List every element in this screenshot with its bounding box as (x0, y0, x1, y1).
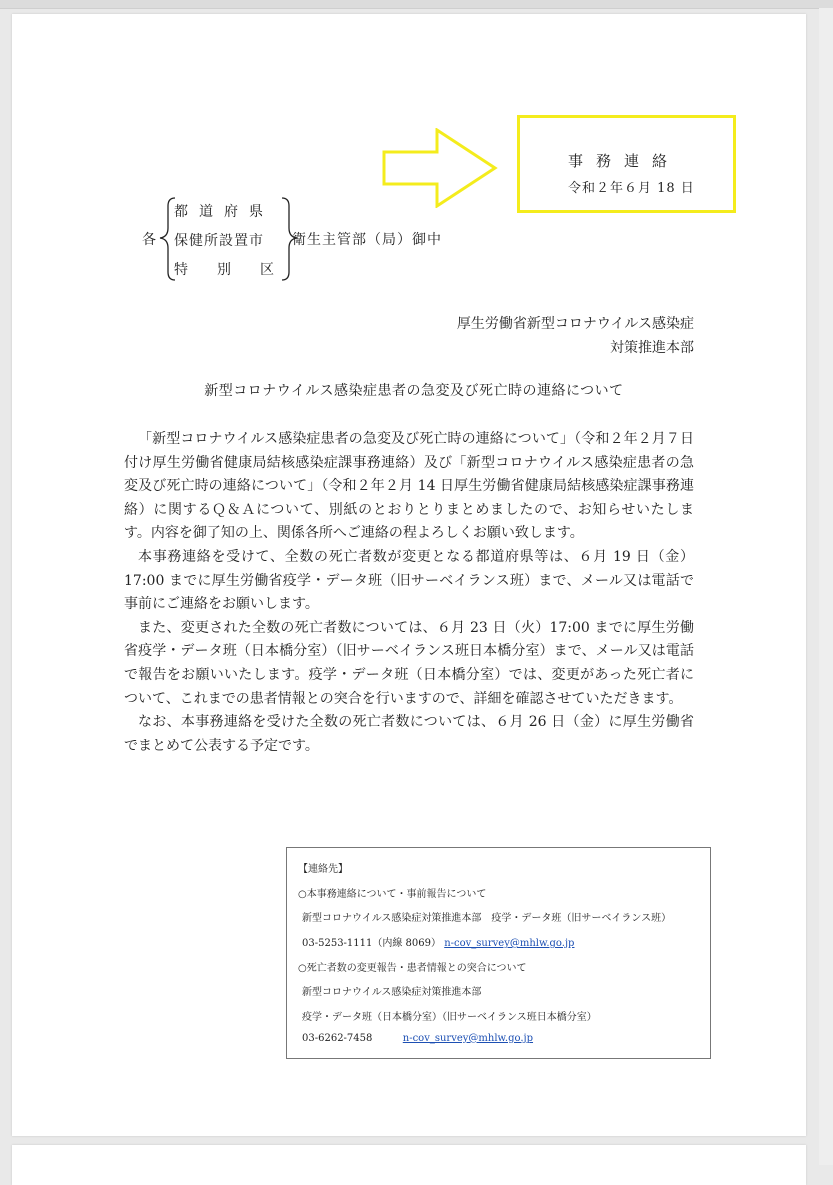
addressee-line-prefectures: 都道府県 (174, 204, 274, 220)
contact-item2-org: 新型コロナウイルス感染症対策推進本部 (302, 987, 482, 999)
document-subject: 新型コロナウイルス感染症患者の急変及び死亡時の連絡について (204, 383, 624, 399)
notice-title: 事務連絡 (568, 152, 681, 170)
contact-item1-title: ○本事務連絡について・事前報告について (298, 888, 487, 900)
contact-item1-org: 新型コロナウイルス感染症対策推進本部 疫学・データ班（旧サーベイランス班） (302, 913, 672, 925)
contact-item1-email-link[interactable]: n-cov_survey@mhlw.go.jp (444, 938, 575, 950)
scrollbar-track[interactable] (819, 8, 833, 1165)
body-paragraph-1: 「新型コロナウイルス感染症患者の急変及び死亡時の連絡について」（令和２年２月７日付け厚生労働省健康局結核感染症課事務連絡）及び「新型コロナウイルス感染症患者の急変及び死亡時の連絡について」（令和２年２月 14 日厚生労働省健康局結核感染症課事務連絡）に関するＱ＆Ａについて、別紙のとおりとりまとめましたので、お知らせいたします。内容を御了知の上、関係各所へご連絡の程よろしくお願い致します。 (124, 431, 694, 542)
contact-item2-email-link[interactable]: n-cov_survey@mhlw.go.jp (402, 1032, 534, 1044)
sender-line-2: 対策推進本部 (610, 340, 694, 356)
viewer-top-bar (0, 0, 833, 9)
contact-box (286, 847, 711, 1059)
sender-block (457, 312, 694, 360)
body-paragraph-3: また、変更された全数の死亡者数については、６月 23 日（火）17:00 までに厚生労働省疫学・データ班（日本橋分室）（旧サーベイランス班日本橋分室）まで、メール又は電話で報告をお願いいたします。疫学・データ班（日本橋分室）では、変更があった死亡者について、これまでの患者情報との突合を行いますので、詳細を確認させていただきます。 (124, 619, 694, 707)
addressee-destination: 衛生主管部（局）御中 (292, 232, 442, 248)
notice-date: 令和２年６月 18 日 (568, 181, 695, 196)
contact-item1-phone-row (298, 934, 710, 959)
sender-line-1: 厚生労働省新型コロナウイルス感染症 (456, 316, 694, 332)
contact-item2-title: ○死亡者数の変更報告・患者情報との突合について (298, 962, 527, 974)
contact-item2-phone: 03-6262-7458 (302, 1032, 373, 1044)
next-document-page (12, 1145, 806, 1185)
body-paragraph-2: 本事務連絡を受けて、全数の死亡者数が変更となる都道府県等は、６月 19 日（金）17:00 までに厚生労働省疫学・データ班（旧サーベイランス班）まで、メール又は電話で事前にご連絡をお願いします。 (124, 548, 694, 613)
document-body (124, 428, 694, 758)
addressee-block: 各 都道府県 保健所設置市 特 別 区 衛生主管部（局）御中 (142, 194, 472, 284)
body-paragraph-4: なお、本事務連絡を受けた全数の死亡者数については、６月 26 日（金）に厚生労働省でまとめて公表する予定です。 (124, 714, 694, 754)
document-page (12, 14, 806, 1136)
addressee-prefix: 各 (142, 232, 156, 248)
addressee-line-health-cities: 保健所設置市 (174, 233, 264, 249)
contact-item2-team: 疫学・データ班（日本橋分室）（旧サーベイランス班日本橋分室） (302, 1012, 597, 1024)
notice-highlight-box (517, 115, 736, 213)
contact-heading: 【連絡先】 (298, 864, 348, 875)
contact-item1-phone: 03-5253-1111（内線 8069） (302, 938, 442, 950)
contact-item2-phone-row (298, 1033, 710, 1058)
